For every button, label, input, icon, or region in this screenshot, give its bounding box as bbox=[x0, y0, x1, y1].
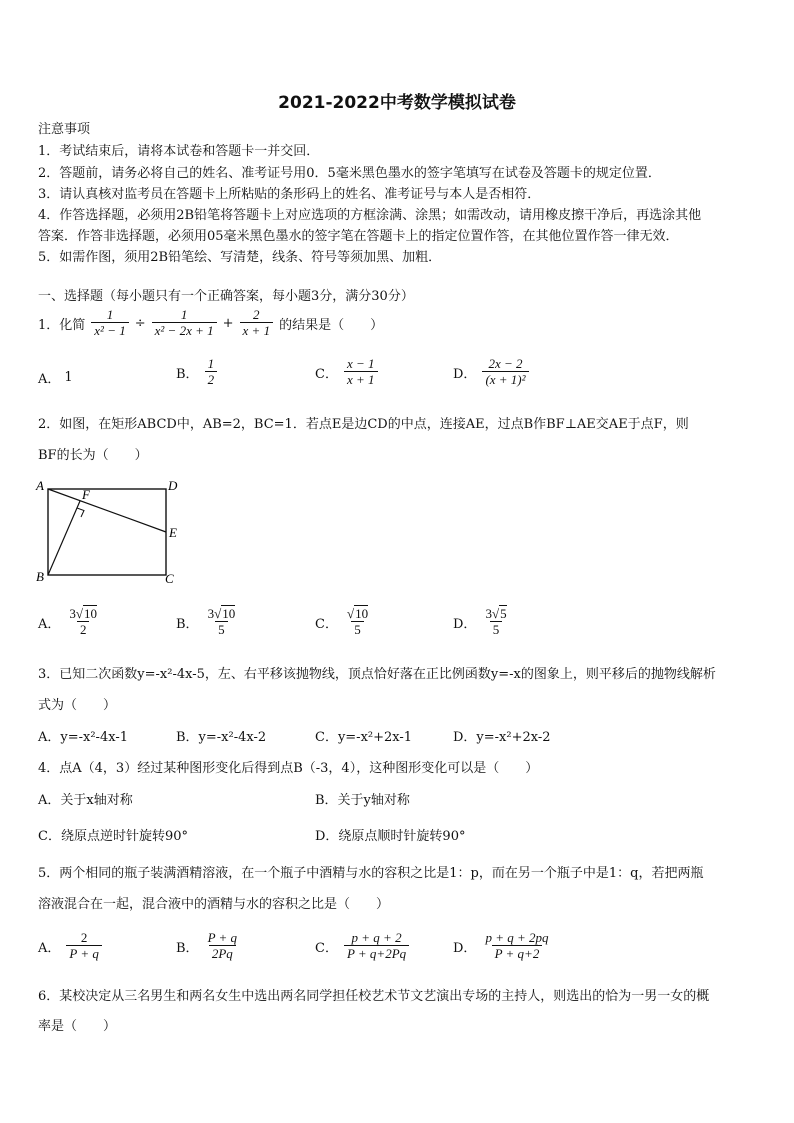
page-title: 2021-2022中考数学模拟试卷 bbox=[278, 93, 516, 113]
section-heading: 一、选择题（每小题只有一个正确答案，每小题3分，满分30分） bbox=[38, 289, 414, 304]
q3-option-a: A．y=-x²-4x-1 bbox=[38, 730, 128, 745]
q1-option-a: A． 1 bbox=[38, 370, 73, 387]
question-2-stem-cont: BF的长为（ ） bbox=[38, 448, 148, 463]
q2-option-d: D． $\frac{3√5}{5}$ bbox=[453, 606, 507, 637]
question-1-stem: 1．化简 $\frac{1}{\text{x² − 1}}$ ÷ $\frac{1}{\text{x² − 2x + 1}}$ + $\frac{2}{x + 1}$ 的结果是（ ） bbox=[38, 307, 384, 338]
q2-option-c: C． $\frac{√10}{5}$ bbox=[315, 606, 369, 637]
rectangle-figure bbox=[32, 475, 192, 587]
q5-option-a: A． $\frac{2}{P + q}$ bbox=[38, 930, 104, 962]
segment-bf bbox=[48, 501, 80, 575]
segment-ae bbox=[48, 489, 166, 532]
q4-option-a: A．关于x轴对称 bbox=[38, 793, 133, 808]
question-5-stem: 5．两个相同的瓶子装满酒精溶液，在一个瓶子中酒精与水的容积之比是1：p，而在另一个瓶子中是1：q，若把两瓶 bbox=[38, 866, 704, 881]
question-5-stem-cont: 溶液混合在一起，混合液中的酒精与水的容积之比是（ ） bbox=[38, 897, 390, 912]
notice-item: 答案．作答非选择题，必须用05毫米黑色墨水的签字笔在答题卡上的指定位置作答，在其他位置作答一律无效． bbox=[38, 229, 679, 244]
question-6-stem: 6．某校决定从三名男生和两名女生中选出两名同学担任校艺术节文艺演出专场的主持人，则选出的恰为一男一女的概 bbox=[38, 989, 710, 1004]
question-3-stem: 3．已知二次函数y=-x²-4x-5，左、右平移该抛物线，顶点恰好落在正比例函数y=-x的图象上，则平移后的抛物线解析 bbox=[38, 667, 716, 682]
notice-heading: 注意事项 bbox=[38, 122, 91, 137]
label-c: C bbox=[165, 571, 174, 586]
q2-option-b: B． $\frac{3√10}{5}$ bbox=[176, 606, 236, 637]
question-4-stem: 4．点A（4，3）经过某种图形变化后得到点B（-3，4），这种图形变化可以是（ ） bbox=[38, 761, 539, 776]
q1-option-c: C． $\frac{x - 1}{x + 1}$ bbox=[315, 356, 380, 388]
label-a: A bbox=[36, 478, 44, 493]
rectangle-abcd bbox=[48, 489, 166, 575]
notice-item: 4．作答选择题，必须用2B铅笔将答题卡上对应选项的方框涂满、涂黑；如需改动，请用橡皮擦干净后，再选涂其他 bbox=[38, 208, 702, 223]
label-b: B bbox=[36, 569, 44, 584]
notice-item: 1．考试结束后，请将本试卷和答题卡一并交回． bbox=[38, 144, 320, 159]
question-3-stem-cont: 式为（ ） bbox=[38, 698, 117, 713]
q2-option-a: A． $\frac{3√10}{2}$ bbox=[38, 606, 98, 637]
q3-option-d: D．y=-x²+2x-2 bbox=[453, 730, 551, 745]
q5-option-b: B． $\frac{P + q}{2Pq}$ bbox=[176, 930, 238, 961]
q3-option-b: B．y=-x²-4x-2 bbox=[176, 730, 267, 745]
q5-option-c: C． $\frac{p + q + 2}{P + q+2Pq}$ bbox=[315, 930, 411, 962]
q1-option-b: B． $\frac{1}{2}$ bbox=[176, 356, 219, 388]
right-angle-mark bbox=[77, 508, 84, 517]
label-d: D bbox=[168, 478, 178, 493]
q4-option-b: B．关于y轴对称 bbox=[315, 793, 410, 808]
q4-option-c: C．绕原点逆时针旋转90° bbox=[38, 829, 188, 844]
notice-item: 5．如需作图，须用2B铅笔绘、写清楚，线条、符号等须加黑、加粗． bbox=[38, 250, 442, 265]
question-2-stem: 2．如图，在矩形ABCD中，AB=2，BC=1．若点E是边CD的中点，连接AE，过点B作BF⊥AE交AE于点F，则 bbox=[38, 417, 689, 432]
q4-option-d: D．绕原点顺时针旋转90° bbox=[315, 829, 466, 844]
question-6-stem-cont: 率是（ ） bbox=[38, 1019, 117, 1034]
notice-item: 3．请认真核对监考员在答题卡上所粘贴的条形码上的姓名、准考证号与本人是否相符． bbox=[38, 187, 541, 202]
label-f: F bbox=[82, 487, 90, 502]
q3-option-c: C．y=-x²+2x-1 bbox=[315, 730, 413, 745]
q1-option-d: D． $\frac{2x - 2}{\text{(x + 1)²}}$ bbox=[453, 356, 531, 388]
q5-option-d: D． $\frac{p + q + 2pq}{P + q+2}$ bbox=[453, 930, 549, 961]
notice-item: 2．答题前，请务必将自己的姓名、准考证号用0．5毫米黑色墨水的签字笔填写在试卷及答题卡的规定位置． bbox=[38, 166, 661, 181]
label-e: E bbox=[169, 525, 177, 540]
